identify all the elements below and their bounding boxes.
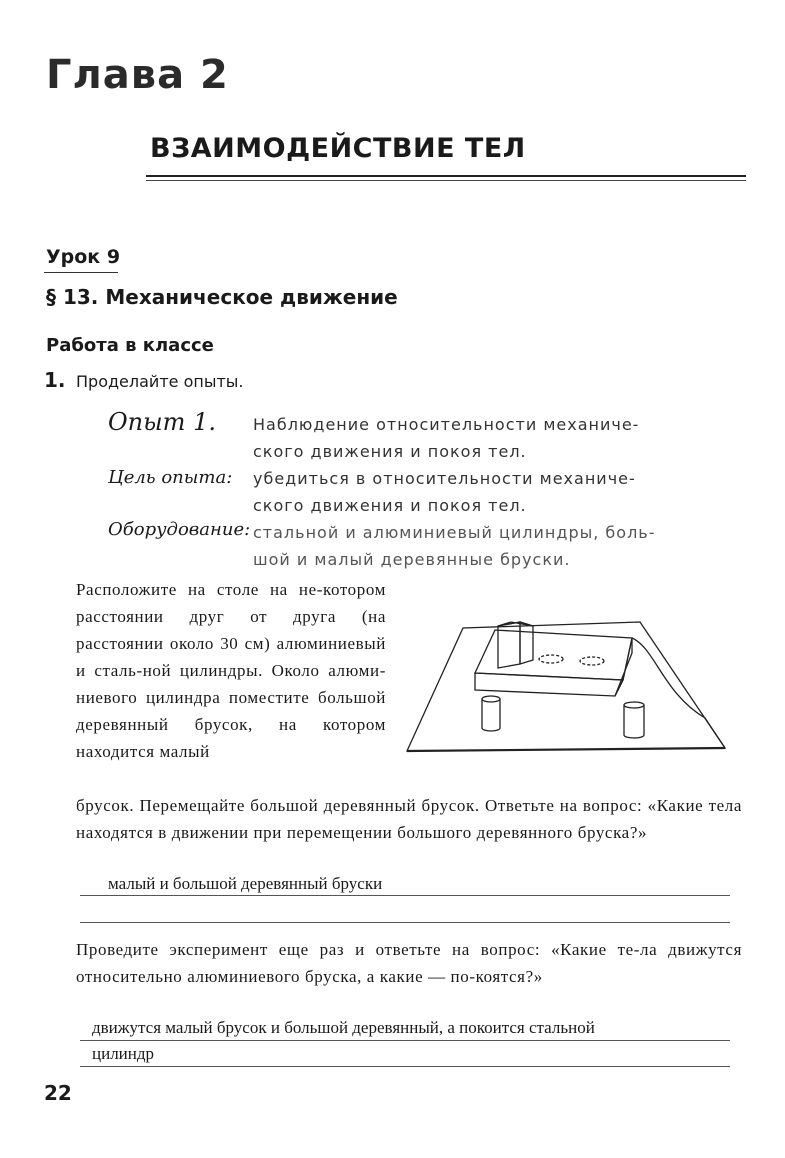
steel-cylinder — [624, 702, 644, 738]
answer-line — [80, 1040, 730, 1041]
task-number: 1. — [44, 368, 66, 392]
page-number: 22 — [44, 1081, 72, 1105]
equipment-label: Оборудование: — [108, 519, 251, 540]
table-surface — [407, 622, 725, 751]
chapter-title: Глава 2 — [46, 52, 229, 98]
question-paragraph-1: брусок. Перемещайте большой деревянный брусок. Ответьте на вопрос: «Какие тела находятся в движении при перемещении большого деревянного бруска?» — [76, 796, 742, 842]
question-paragraph-2: Проведите эксперимент еще раз и ответьте на вопрос: «Какие те-ла движутся относительно алюминиевого бруска, а какие — по-коятся?» — [76, 940, 742, 986]
goal-text: убедиться в относительности механиче-ского движения и покоя тел. — [253, 469, 636, 515]
aluminum-cylinder — [482, 696, 500, 731]
answer-2-line-2: цилиндр — [92, 1044, 155, 1063]
small-block — [498, 622, 520, 668]
experiment-label: Опыт 1. — [108, 408, 216, 436]
answer-1: малый и большой деревянный бруски — [108, 874, 383, 893]
title-divider-thin — [146, 180, 746, 181]
lesson-label: Урок 9 — [46, 246, 121, 268]
title-divider — [146, 175, 746, 177]
paragraph-title: § 13. Механическое движение — [46, 285, 398, 309]
goal-label: Цель опыта: — [108, 467, 233, 488]
task-text: Проделайте опыты. — [76, 372, 244, 391]
answer-2-line-1: движутся малый брусок и большой деревянный, а покоится стальной — [92, 1018, 595, 1037]
lesson-underline — [44, 272, 118, 273]
equipment-text: стальной и алюминиевый цилиндры, боль-шой и малый деревянные бруски. — [253, 523, 656, 569]
section-title: ВЗАИМОДЕЙСТВИЕ ТЕЛ — [150, 133, 526, 164]
experiment-illustration — [405, 608, 730, 753]
experiment-title-text: Наблюдение относительности механиче-ского движения и покоя тел. — [253, 415, 640, 461]
instructions-paragraph: Расположите на столе на не-котором расстоянии друг от друга (на расстоянии около 30 см) алюминиевый и сталь-ной цилиндры. Около алюми-ниевого цилиндра поместите большой деревянный брусок, на котором находится малый — [76, 580, 386, 761]
answer-line — [80, 895, 730, 896]
work-heading: Работа в классе — [46, 335, 214, 356]
answer-line — [80, 1066, 730, 1067]
hole-left — [539, 655, 563, 663]
hole-right — [580, 657, 604, 665]
answer-line — [80, 922, 730, 923]
